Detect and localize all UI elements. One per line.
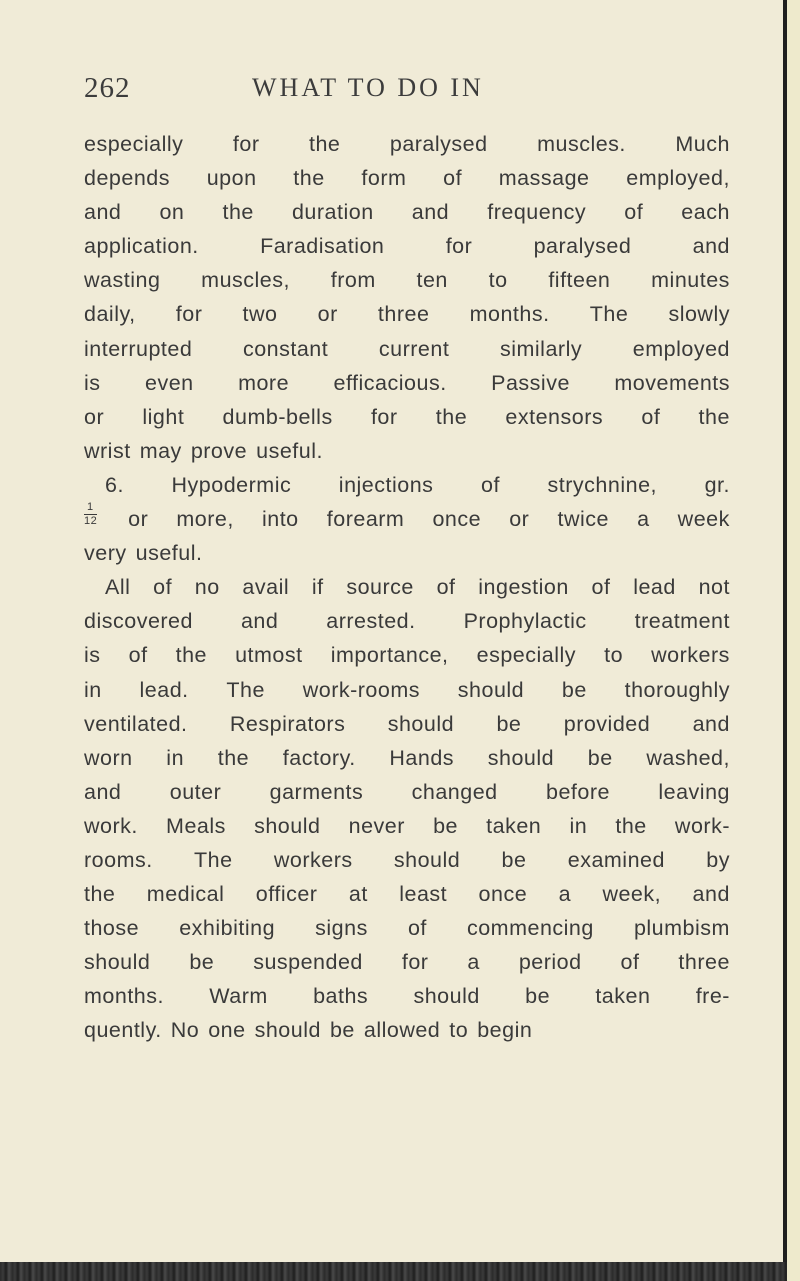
running-head: WHAT TO DO IN: [252, 73, 484, 102]
text-line: daily, for two or three months. The slowly: [84, 302, 730, 327]
text-line: worn in the factory. Hands should be washed,: [84, 745, 730, 770]
text-line: work. Meals should never be taken in the work-: [84, 813, 730, 838]
text-line: ventilated. Respirators should be provided and: [84, 711, 730, 736]
text-line: should be suspended for a period of three: [84, 950, 730, 975]
fraction-numerator: 1: [87, 501, 94, 514]
text-line: quently. No one should be allowed to begin: [84, 1018, 533, 1043]
text-line: wrist may prove useful.: [84, 438, 323, 463]
text-line: very useful.: [84, 541, 203, 566]
text-line: those exhibiting signs of commencing plumbism: [84, 916, 730, 941]
text-line: is of the utmost importance, especially to workers: [84, 643, 730, 668]
text-line: months. Warm baths should be taken fre-: [84, 984, 730, 1009]
adjacent-page-margin: [787, 0, 800, 1281]
text-line: and on the duration and frequency of each: [84, 200, 730, 225]
text-line: in lead. The work-rooms should be thoroughly: [84, 677, 730, 702]
body-text: [84, 127, 730, 1048]
text-line: discovered and arrested. Prophylactic treatment: [84, 609, 730, 634]
text-line: rooms. The workers should be examined by: [84, 847, 730, 872]
page-number: 262: [84, 72, 131, 104]
text-line: All of no avail if source of ingestion of lead not: [105, 575, 730, 600]
text-line: or light dumb-bells for the extensors of the: [84, 404, 730, 429]
text-line: is even more efficacious. Passive movements: [84, 370, 730, 395]
fraction-denominator: 12: [84, 515, 98, 528]
text-line: especially for the paralysed muscles. Much: [84, 132, 730, 156]
text-line: the medical officer at least once a week, and: [84, 882, 730, 907]
text-line: application. Faradisation for paralysed and: [84, 234, 730, 259]
text-line: $\frac{1}{12}$ or more, into forearm once or twice a week: [84, 501, 730, 532]
text-line: depends upon the form of massage employed,: [84, 166, 730, 191]
text-line: and outer garments changed before leaving: [84, 779, 730, 804]
dose-fraction: [84, 502, 100, 526]
text-line: wasting muscles, from ten to fifteen minutes: [84, 268, 730, 293]
text-line: interrupted constant current similarly employed: [84, 336, 730, 361]
page-header: [84, 72, 772, 112]
page-bottom-edge: [0, 1262, 787, 1281]
text-line: 6. Hypodermic injections of strychnine, gr.: [105, 472, 730, 497]
